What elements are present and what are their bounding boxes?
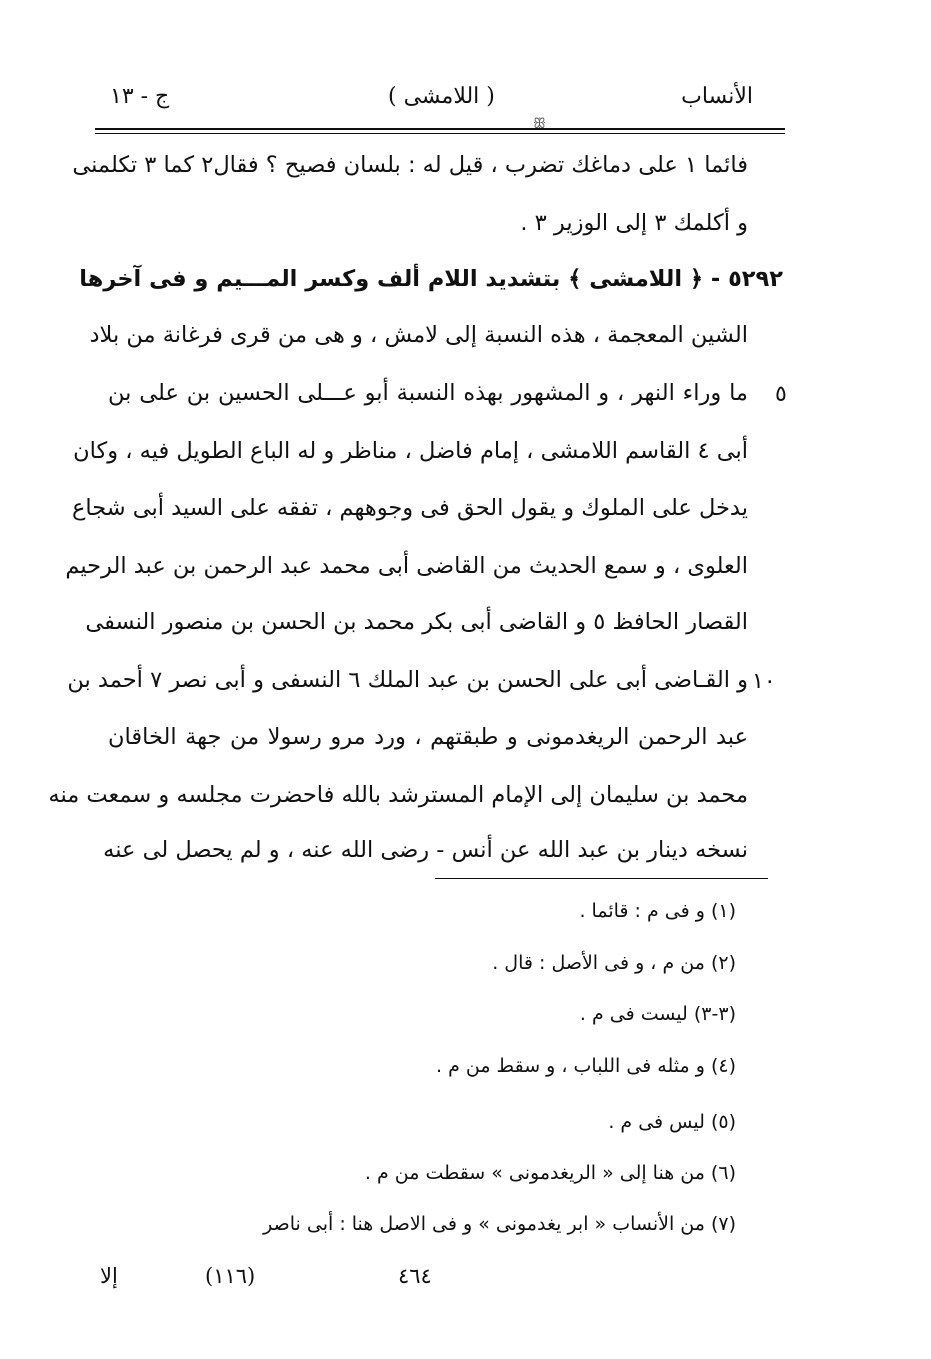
running-title: الأنساب	[681, 84, 753, 109]
footnote-1: (١) و فى م : قائما .	[579, 900, 736, 922]
footnote-separator	[435, 878, 768, 879]
body-line-9: القصار الحافظ ٥ و القاضى أبى بكر محمد بن الحسن بن منصور النسفى	[85, 609, 748, 635]
entry-heading: ( اللامشى )	[388, 84, 495, 109]
footnote-6: (٦) من هنا إلى « الريغدمونى » سقطت من م .	[364, 1162, 736, 1184]
footnote-4: (٤) و مثله فى اللباب ، و سقط من م .	[435, 1055, 736, 1077]
footnote-7: (٧) من الأنساب « ابر يغدمونى » و فى الاصل هنا : أبى ناصر	[263, 1213, 736, 1235]
footnote-5: (٥) ليس فى م .	[608, 1111, 736, 1133]
body-line-10: و القـاضى أبى على الحسن بن عبد الملك ٦ النسفى و أبى نصر ٧ أحمد بن	[67, 667, 748, 693]
body-line-12: محمد بن سليمان إلى الإمام المسترشد بالله فاحضرت مجلسه و سمعت منه	[48, 782, 748, 808]
line-number-10: ١٠	[752, 669, 776, 694]
body-line-4: الشين المعجمة ، هذه النسبة إلى لامش ، و هى من قرى فرغانة من بلاد	[89, 322, 748, 348]
header-rule-bottom	[95, 133, 785, 134]
entry-5292-heading: ٥٢٩٢ - ﴿ اللامشى ﴾ بتشديد اللام ألف وكسر المـــيم و فى آخرها	[79, 266, 783, 292]
body-line-13: نسخه دينار بن عبد الله عن أنس - رضى الله عنه ، و لم يحصل لى عنه	[103, 837, 748, 863]
line-number-5: ٥	[775, 382, 787, 407]
header-rule-top	[95, 128, 785, 130]
body-line-5: ما وراء النهر ، و المشهور بهذه النسبة أبو عـــلى الحسين بن على بن	[108, 380, 748, 406]
volume-label: ج - ١٣	[110, 84, 170, 109]
body-line-1: فائما ١ على دماغك تضرب ، قيل له : بلسان فصيح ؟ فقال٢ كما ٣ تكلمنى	[72, 152, 748, 178]
body-line-2: و أكلمك ٣ إلى الوزير ٣ .	[520, 210, 748, 236]
body-line-8: العلوى ، و سمع الحديث من القاضى أبى محمد عبد الرحمن بن عبد الرحيم	[65, 553, 748, 579]
body-line-7: يدخل على الملوك و يقول الحق فى وجوههم ، تفقه على السيد أبى شجاع	[71, 495, 748, 521]
header-ornament: ꕥ	[533, 116, 546, 132]
page-number: ٤٦٤	[398, 1264, 432, 1288]
sheet-number: (١١٦)	[205, 1264, 256, 1288]
body-line-6: أبى ٤ القاسم اللامشى ، إمام فاضل ، مناظر و له الباع الطويل فيه ، وكان	[73, 438, 748, 464]
body-line-11: عبد الرحمن الريغدمونى و طبقتهم ، ورد مرو رسولا من جهة الخاقان	[108, 724, 748, 750]
footnote-2: (٢) من م ، و فى الأصل : قال .	[492, 952, 736, 974]
footnote-3: (٣-٣) ليست فى م .	[579, 1003, 736, 1025]
catchword: إلا	[100, 1264, 118, 1288]
